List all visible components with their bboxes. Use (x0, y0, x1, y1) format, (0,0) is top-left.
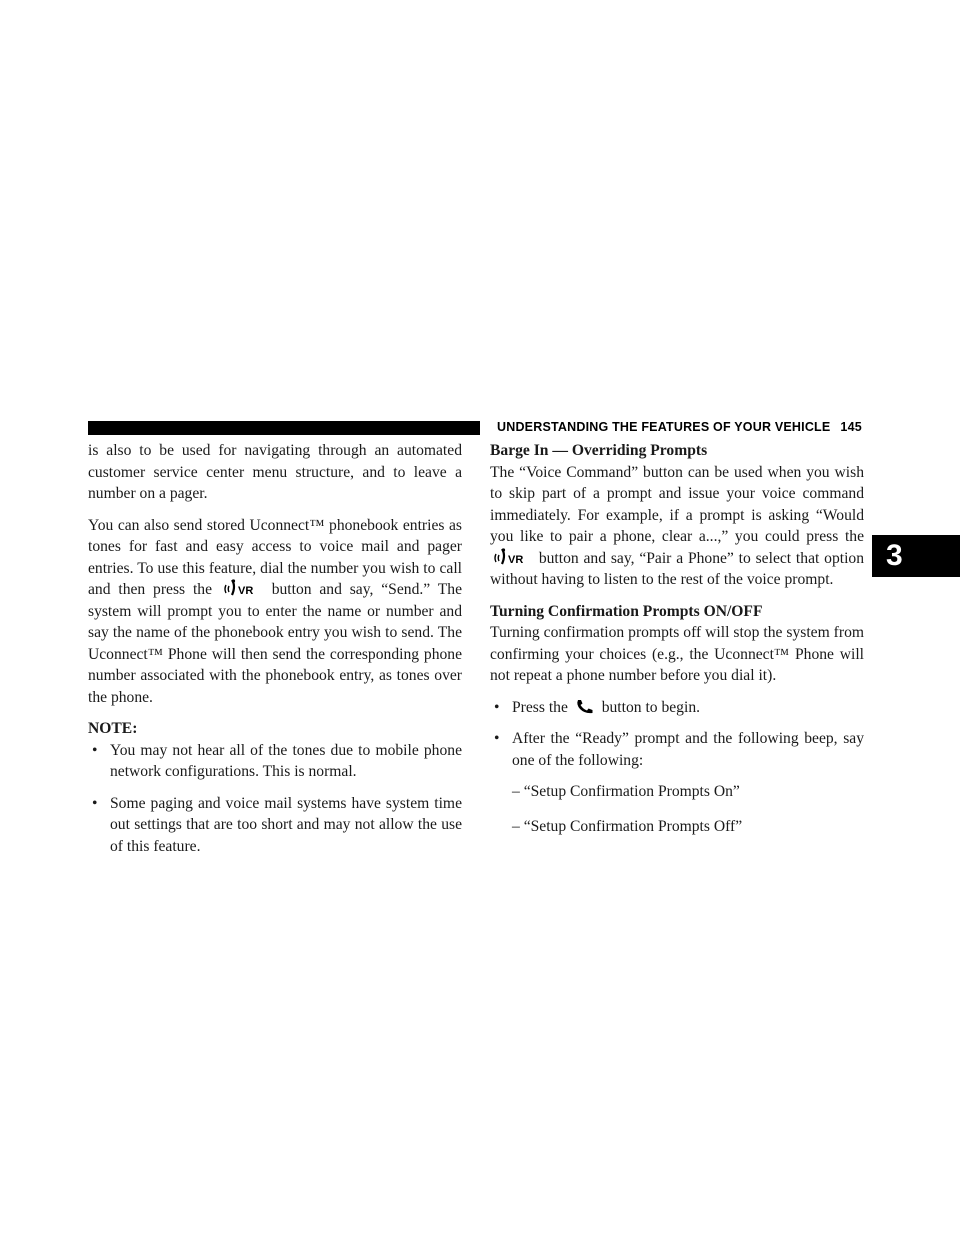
chapter-tab: 3 (872, 535, 960, 577)
dash-item-on: – “Setup Confirmation Prompts On” (512, 783, 740, 800)
note-bullet-list (88, 740, 462, 858)
section-heading-confirmation: Turning Confirmation Prompts ON/OFF (490, 602, 763, 620)
voice-command-vr-icon (223, 579, 261, 597)
list-item: • You may not hear all of the tones due to mobile phone network configurations. This is normal. (92, 741, 462, 780)
note-label: NOTE: (88, 720, 138, 737)
left-paragraph-1: is also to be used for navigating through an automated customer service center menu structure, and to leave a number on a pager. (88, 442, 462, 502)
left-column (88, 440, 462, 867)
steps-bullet-list (490, 697, 864, 772)
page-number: 145 (840, 420, 862, 434)
left-paragraph-2: You can also send stored Uconnect™ phonebook entries as tones for fast and easy access to voice mail and pager entries. To use this feature, dial the number you wish to call and then press the VR button and say, “Send.” The system will prompt you to enter the name or number and say the name of the phonebook entry you wish to send. The Uconnect™ Phone will then send the corresponding phone number associated with the phonebook entry, as tones over the phone. (88, 516, 462, 706)
right-paragraph-2: Turning confirmation prompts off will stop the system from confirming your choices (e.g., the Uconnect™ Phone will not repeat a phone number before you dial it). (490, 624, 864, 684)
section-heading-barge-in: Barge In — Overriding Prompts (490, 442, 708, 459)
phone-handset-icon (575, 699, 595, 715)
list-item: • After the “Ready” prompt and the following beep, say one of the following: (494, 730, 864, 769)
header-rule-bar (88, 421, 480, 435)
svg-text:VR: VR (237, 585, 254, 597)
right-paragraph-1: The “Voice Command” button can be used when you wish to skip part of a prompt and issue your voice command immediately. For example, if a prompt is asking “Would you like to pair a phone, clear a...,” you could press the VR button and say, “Pair a Phone” to select that option without having to listen to the rest of the voice prompt. (490, 463, 864, 588)
dash-item-off: – “Setup Confirmation Prompts Off” (512, 817, 743, 835)
svg-text:VR: VR (508, 553, 524, 566)
voice-command-vr-icon (493, 548, 531, 566)
right-column (490, 440, 864, 850)
running-header (497, 419, 877, 435)
list-item: • Press the button to begin. (494, 698, 701, 716)
list-item: • Some paging and voice mail systems have system time out settings that are too short and may not allow the use of this feature. (92, 794, 462, 855)
header-title: UNDERSTANDING THE FEATURES OF YOUR VEHICLE (497, 420, 831, 434)
